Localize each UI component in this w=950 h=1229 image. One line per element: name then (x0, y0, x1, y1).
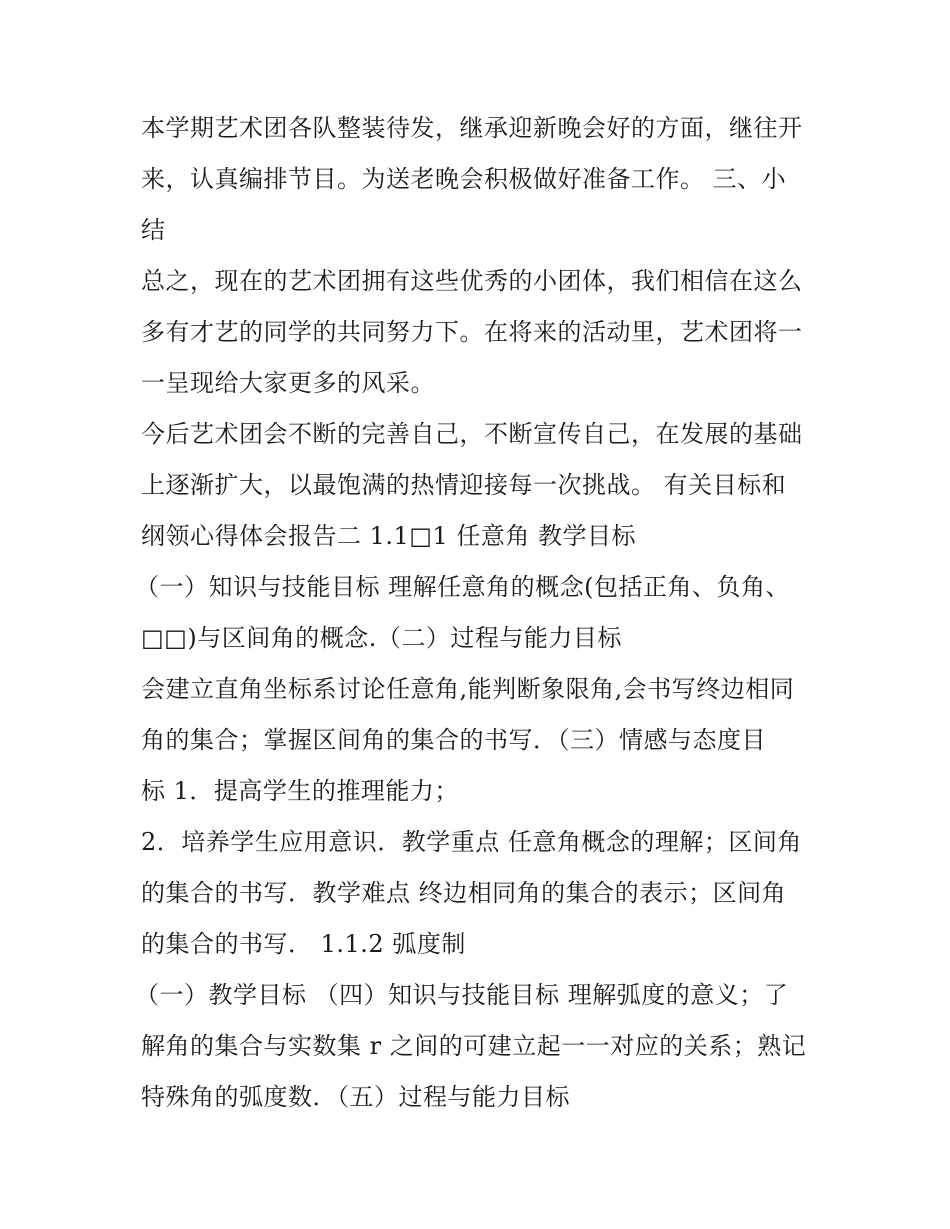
text-line: 2．培养学生应用意识．教学重点 任意角概念的理解；区间角 (141, 828, 802, 856)
text-line: 总之，现在的艺术团拥有这些优秀的小团体，我们相信在这么 (141, 267, 803, 295)
text-line: （一）知识与技能目标 理解任意角的概念(包括正角、负角、 (135, 573, 790, 601)
text-line: □□)与区间角的概念.（二）过程与能力目标 (141, 624, 622, 652)
text-line: 上逐渐扩大，以最饱满的热情迎接每一次挑战。 有关目标和 (141, 471, 787, 499)
text-line: 来，认真编排节目。为送老晚会积极做好准备工作。 三、小 (141, 165, 787, 193)
text-line: 本学期艺术团各队整装待发，继承迎新晚会好的方面，继往开 (141, 114, 803, 142)
text-line: 标 1．提高学生的推理能力； (141, 777, 459, 805)
text-line: 会建立直角坐标系讨论任意角,能判断象限角,会书写终边相同 (141, 675, 795, 703)
text-line: 一呈现给大家更多的风采。 (141, 369, 435, 397)
document-text (135, 103, 821, 1123)
text-line: 特殊角的弧度数．（五）过程与能力目标 (141, 1083, 570, 1111)
text-line: （一）教学目标 （四）知识与技能目标 理解弧度的意义；了 (135, 981, 789, 1009)
text-line: 角的集合；掌握区间角的集合的书写．（三）情感与态度目 (141, 726, 766, 754)
text-line: 多有才艺的同学的共同努力下。在将来的活动里，艺术团将一 (141, 318, 803, 346)
text-line: 纲领心得体会报告二 1.1□1 任意角 教学目标 (141, 522, 636, 550)
text-line: 解角的集合与实数集 r 之间的可建立起一一对应的关系；熟记 (141, 1032, 807, 1060)
text-line: 结 (141, 216, 166, 244)
text-line: 的集合的书写．教学难点 终边相同角的集合的表示；区间角 (141, 879, 787, 907)
text-line: 今后艺术团会不断的完善自己，不断宣传自己，在发展的基础 (141, 420, 803, 448)
text-line: 的集合的书写． 1.1.2 弧度制 (141, 930, 466, 958)
